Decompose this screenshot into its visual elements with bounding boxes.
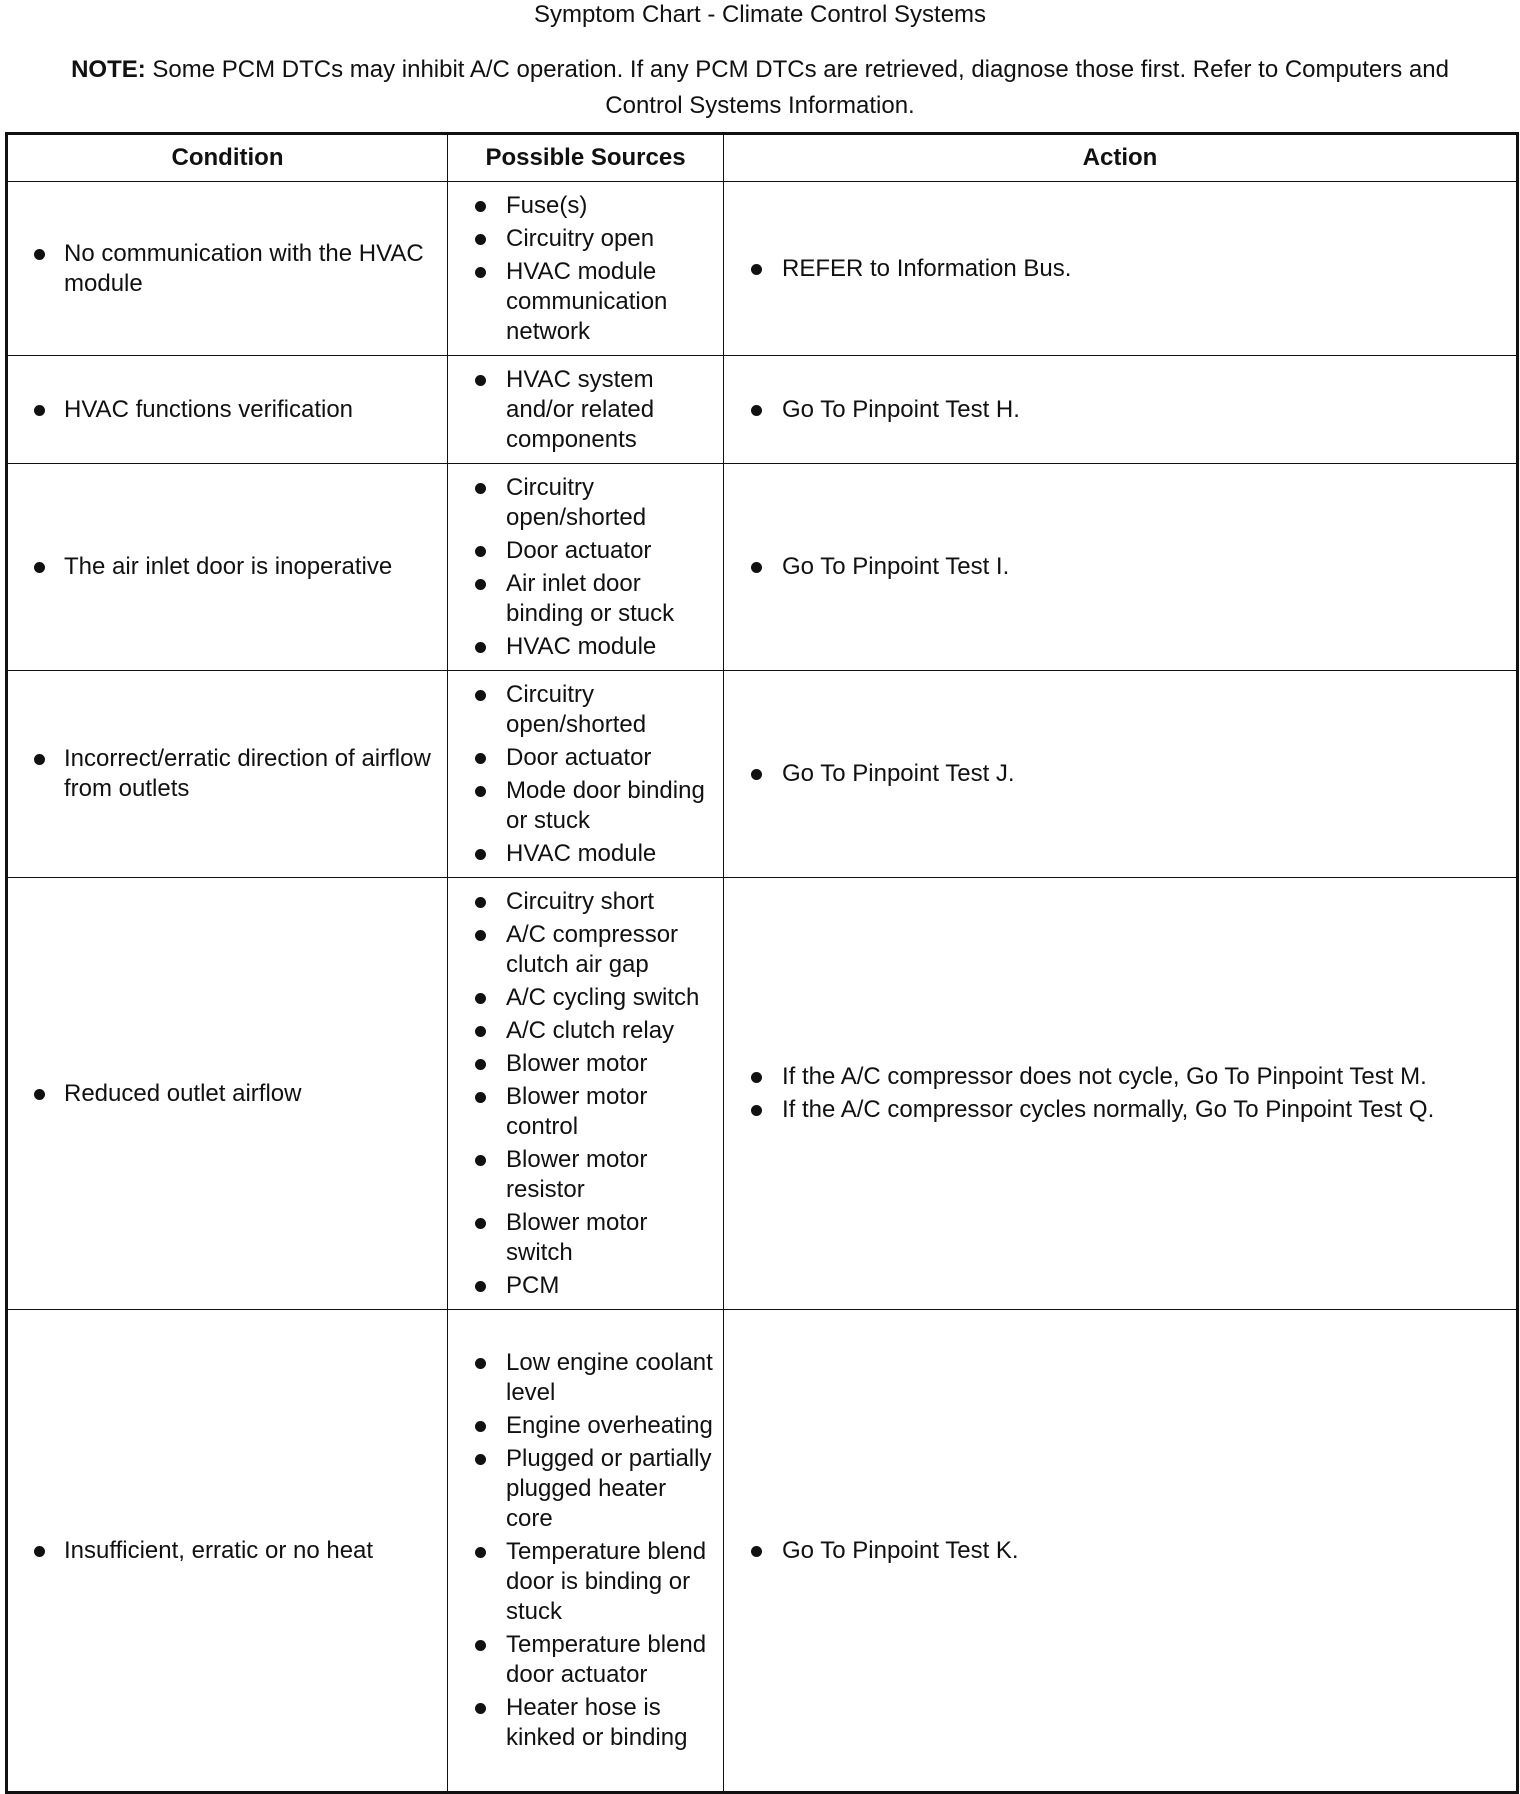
header-condition: Condition (7, 134, 448, 182)
action-cell (724, 671, 1518, 878)
header-row (7, 134, 1518, 182)
sources-cell (448, 356, 724, 464)
sources-cell (448, 1310, 724, 1793)
condition-cell (7, 1310, 448, 1793)
action-cell (724, 878, 1518, 1310)
source-item: Temperature blend door is binding or stuck (448, 1537, 715, 1627)
source-item: Door actuator (448, 743, 715, 773)
condition-item: Reduced outlet airflow (8, 1079, 439, 1109)
source-item: Blower motor control (448, 1082, 715, 1142)
condition-cell (7, 671, 448, 878)
sources-cell (448, 464, 724, 671)
source-item: Fuse(s) (448, 191, 715, 221)
source-item: Circuitry open/shorted (448, 680, 715, 740)
condition-item: Incorrect/erratic direction of airflow from outlets (8, 744, 439, 804)
action-item: REFER to Information Bus. (724, 254, 1508, 284)
source-item: A/C compressor clutch air gap (448, 920, 715, 980)
table-row (7, 356, 1518, 464)
header-possible-sources: Possible Sources (448, 134, 724, 182)
table-row (7, 1310, 1518, 1793)
source-item: Mode door binding or stuck (448, 776, 715, 836)
source-item: Blower motor (448, 1049, 715, 1079)
sources-cell (448, 878, 724, 1310)
table-row (7, 878, 1518, 1310)
source-item: Circuitry open (448, 224, 715, 254)
action-cell (724, 182, 1518, 356)
table-row (7, 182, 1518, 356)
action-item: Go To Pinpoint Test H. (724, 395, 1508, 425)
table-row (7, 464, 1518, 671)
source-item: HVAC module (448, 839, 715, 869)
source-item: Engine overheating (448, 1411, 715, 1441)
note-text: Some PCM DTCs may inhibit A/C operation. If any PCM DTCs are retrieved, diagnose those first. Refer to Computers and Control Systems Information. (145, 56, 1449, 119)
source-item: A/C cycling switch (448, 983, 715, 1013)
source-item: Air inlet door binding or stuck (448, 569, 715, 629)
condition-cell (7, 464, 448, 671)
source-item: HVAC module communication network (448, 257, 715, 347)
action-cell (724, 464, 1518, 671)
condition-item: Insufficient, erratic or no heat (8, 1536, 439, 1566)
source-item: Heater hose is kinked or binding (448, 1693, 715, 1753)
condition-cell (7, 356, 448, 464)
source-item: Plugged or partially plugged heater core (448, 1444, 715, 1534)
condition-cell (7, 182, 448, 356)
symptom-chart-table (5, 132, 1519, 1794)
action-item: Go To Pinpoint Test I. (724, 552, 1508, 582)
source-item: Low engine coolant level (448, 1348, 715, 1408)
source-item: A/C clutch relay (448, 1016, 715, 1046)
note (60, 52, 1460, 124)
source-item: Blower motor resistor (448, 1145, 715, 1205)
table-row (7, 671, 1518, 878)
source-item: Blower motor switch (448, 1208, 715, 1268)
action-cell (724, 1310, 1518, 1793)
source-item: PCM (448, 1271, 715, 1301)
sources-cell (448, 182, 724, 356)
action-item: Go To Pinpoint Test K. (724, 1536, 1508, 1566)
source-item: HVAC system and/or related components (448, 365, 715, 455)
page-title: Symptom Chart - Climate Control Systems (533, 1, 987, 28)
action-item: Go To Pinpoint Test J. (724, 759, 1508, 789)
source-item: Temperature blend door actuator (448, 1630, 715, 1690)
action-item: If the A/C compressor does not cycle, Go To Pinpoint Test M. (724, 1062, 1508, 1092)
action-item: If the A/C compressor cycles normally, Go To Pinpoint Test Q. (724, 1095, 1508, 1125)
source-item: HVAC module (448, 632, 715, 662)
source-item: Circuitry short (448, 887, 715, 917)
note-label: NOTE: (71, 56, 146, 83)
sources-cell (448, 671, 724, 878)
header-action: Action (724, 134, 1518, 182)
condition-item: No communication with the HVAC module (8, 239, 439, 299)
action-cell (724, 356, 1518, 464)
source-item: Circuitry open/shorted (448, 473, 715, 533)
condition-item: The air inlet door is inoperative (8, 552, 439, 582)
condition-item: HVAC functions verification (8, 395, 439, 425)
condition-cell (7, 878, 448, 1310)
source-item: Door actuator (448, 536, 715, 566)
